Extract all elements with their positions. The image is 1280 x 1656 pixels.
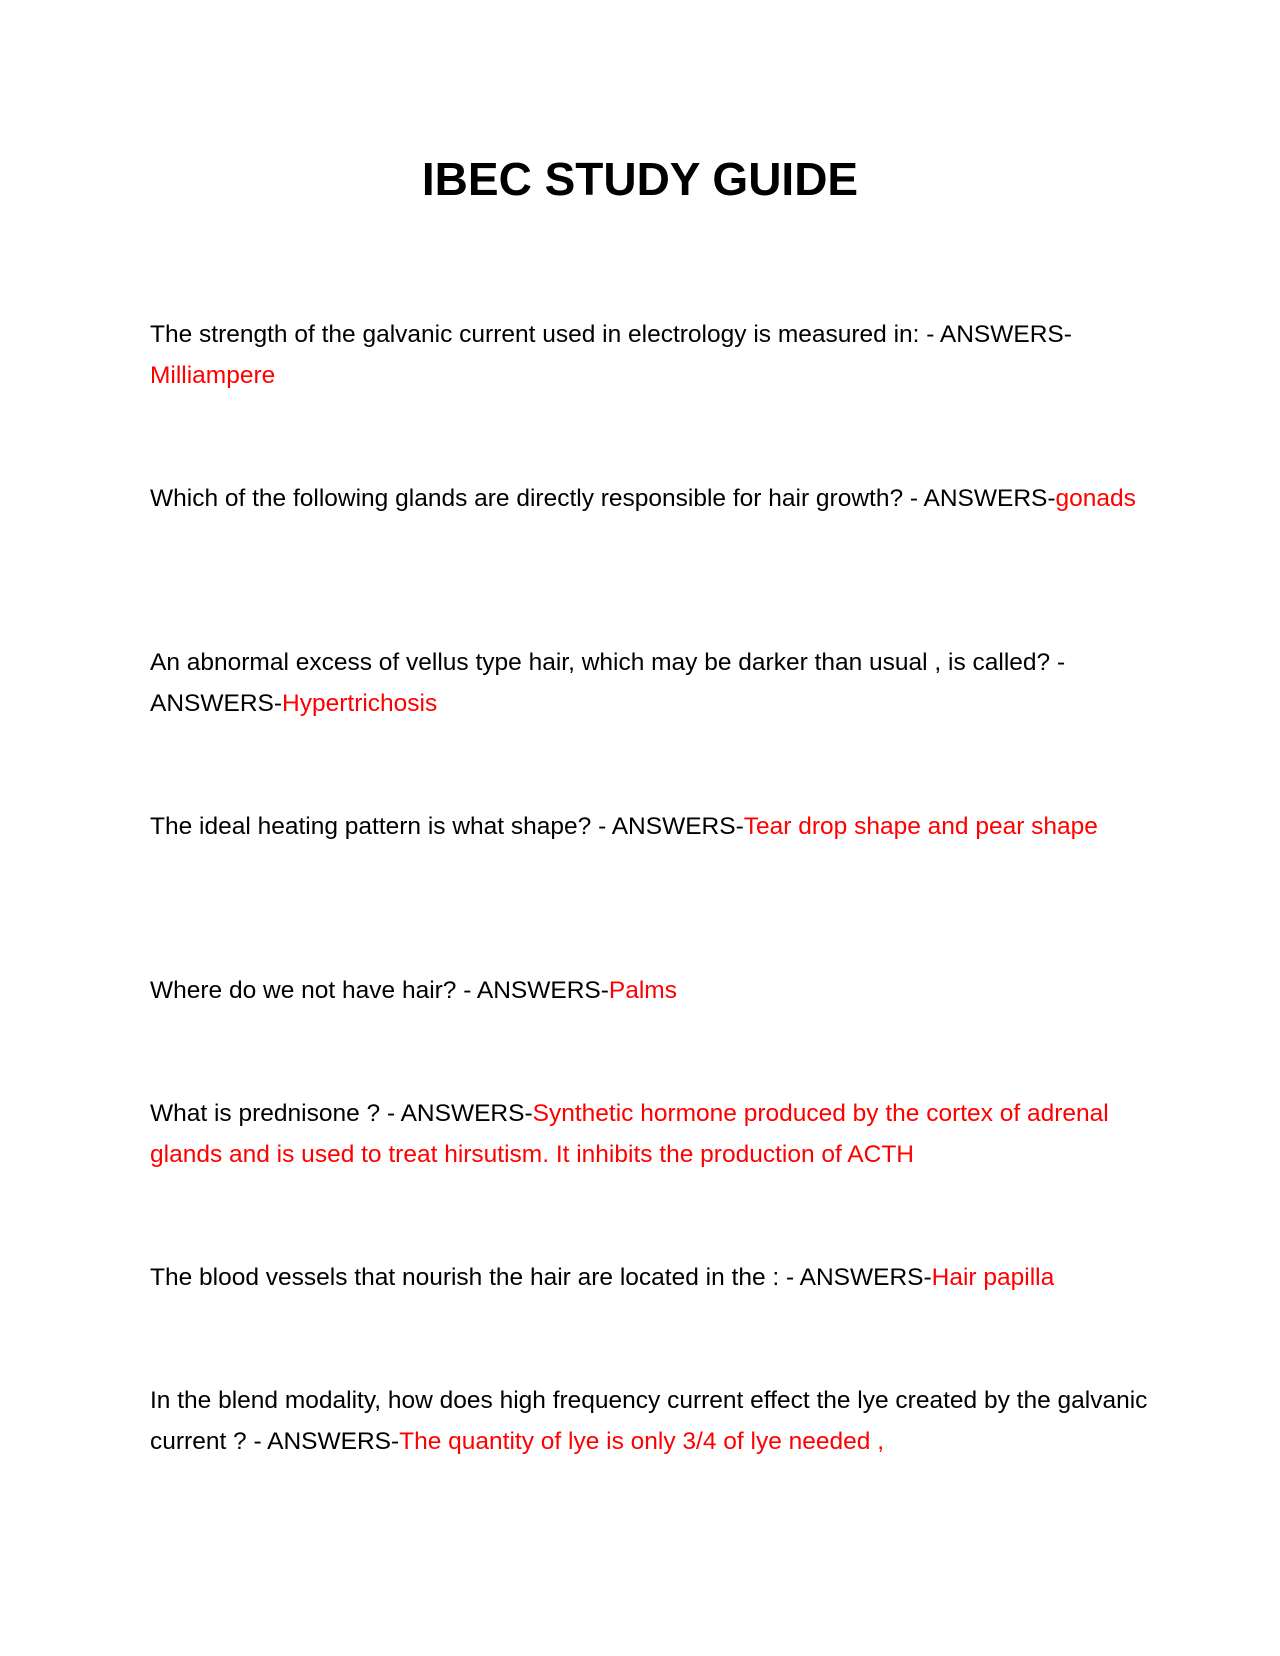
question-text: The ideal heating pattern is what shape? - ANSWERS- [150, 813, 744, 840]
question-text: The blood vessels that nourish the hair are located in the : - ANSWERS- [150, 1264, 932, 1291]
qa-item [150, 314, 1150, 396]
qa-item [150, 1380, 1150, 1462]
answer-text: Tear drop shape and pear shape [743, 813, 1098, 840]
question-text: In the blend modality, how does high frequency current effect the lye created by the galvanic current ? - ANSWERS- [150, 1387, 1148, 1455]
qa-item [150, 970, 1150, 1011]
answer-text: Palms [608, 977, 677, 1004]
answer-text: Hair papilla [931, 1264, 1055, 1291]
answer-text: Hypertrichosis [282, 690, 438, 717]
qa-item [150, 642, 1150, 724]
qa-item [150, 1093, 1150, 1175]
question-text: Where do we not have hair? - ANSWERS- [150, 977, 609, 1004]
answer-text: The quantity of lye is only 3/4 of lye needed , [399, 1428, 884, 1455]
page-title: IBEC STUDY GUIDE [421, 153, 859, 205]
qa-item [150, 1257, 1150, 1298]
qa-item [150, 478, 1150, 519]
question-text: An abnormal excess of vellus type hair, which may be darker than usual , is called? - ANSWERS- [150, 649, 1066, 717]
question-text: What is prednisone ? - ANSWERS- [150, 1100, 533, 1127]
answer-text: Synthetic hormone produced by the cortex of adrenal glands and is used to treat hirsutism. It inhibits the production of ACTH [150, 1100, 1109, 1168]
answer-text: Milliampere [150, 362, 276, 389]
answer-text: gonads [1055, 485, 1136, 512]
question-text: The strength of the galvanic current used in electrology is measured in: - ANSWERS- [150, 321, 1072, 348]
question-text: Which of the following glands are directly responsible for hair growth? - ANSWERS- [150, 485, 1056, 512]
qa-item [150, 806, 1150, 847]
